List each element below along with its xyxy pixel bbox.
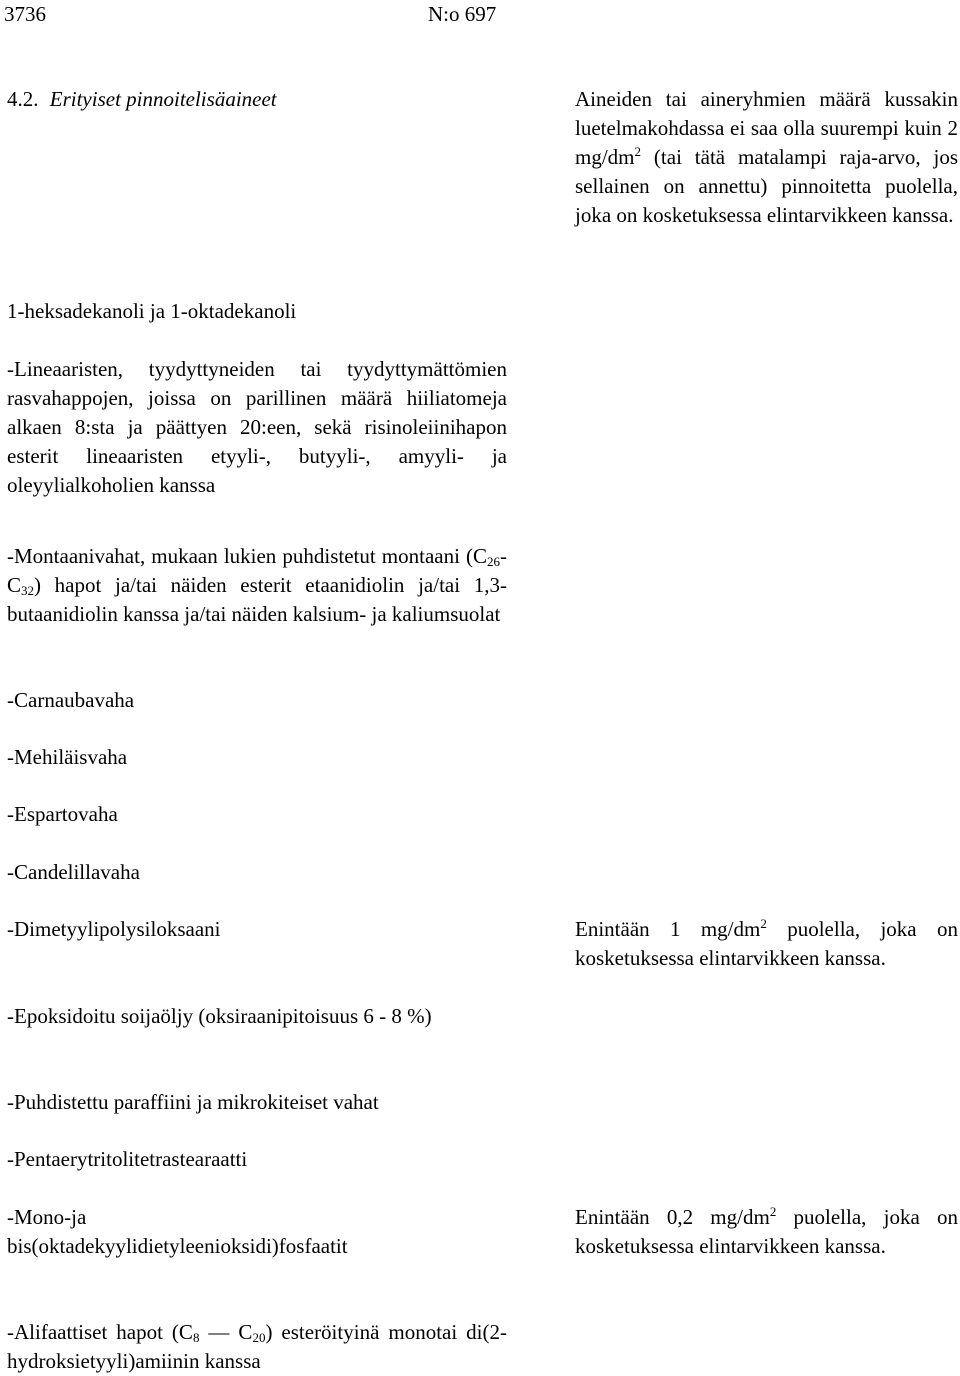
item-espartovaha: -Espartovaha — [7, 802, 118, 826]
section-heading — [7, 85, 277, 114]
section-title: Erityiset pinnoitelisäaineet — [49, 87, 277, 111]
item-pentaerytritolitetrastearaatti: -Pentaerytritolitetrastearaatti — [7, 1147, 248, 1171]
section-number: 4.2. — [7, 87, 39, 111]
item-epoksidoitu-soijaoljy: -Epoksidoitu soijaöljy (oksiraanipitoisuus 6 - 8 %) — [7, 1004, 432, 1028]
item-dimetyylipolysiloksaani: -Dimetyylipolysiloksaani — [7, 917, 221, 941]
item-mehilaisvaha: -Mehiläisvaha — [7, 745, 128, 769]
item-carnaubavaha: -Carnaubavaha — [7, 688, 135, 712]
item-montaanivahat: -Montaanivahat, mukaan lukien puhdistetut montaani $(C_{26}-C_{32})$ hapot ja/tai näiden esterit etaanidiolin ja/tai 1,3-butaanidiolin kanssa ja/tai näiden kalsium- ja kaliumsuolat — [7, 544, 507, 626]
section-note: Aineiden tai aineryhmien määrä kussakin luetelmakohdassa ei saa olla suurempi kuin 2 $mg/dm^2$ (tai tätä matalampi raja-arvo, jos sellainen on annettu) pinnoitetta puolella, joka on kosketuksessa elintarvikkeen kanssa. — [575, 87, 958, 227]
item-esterit: -Lineaaristen, tyydyttyneiden tai tyydyttymättömien rasvahappojen, joissa on parillinen määrä hiiliatomeja alkaen 8:sta ja päättyen 20:een, sekä risinoleiinihapon esterit lineaaristen etyyli-, butyyli-, amyyli- ja oleyylialkoholien kanssa — [7, 357, 507, 497]
item-alifaattiset-hapot: -Alifaattiset hapot ($C_8$ — $C_{20}$) esteröityinä monotai di(2-hydroksietyyli)amiinin kanssa — [7, 1320, 508, 1373]
limit-dimetyylipolysiloksaani: Enintään 1 $mg/dm^2$ puolella, joka on kosketuksessa elintarvikkeen kanssa. — [575, 916, 958, 970]
issue-number: N:o 697 — [428, 2, 497, 26]
item-fosfaatit: -Mono-ja bis(oktadekyylidietyleenioksidi)fosfaatit — [7, 1205, 348, 1258]
item-candelillavaha: -Candelillavaha — [7, 860, 140, 884]
item-heksadekanoli: 1-heksadekanoli ja 1-oktadekanoli — [7, 299, 297, 323]
page-number: 3736 — [4, 2, 46, 26]
limit-fosfaatit: Enintään 0,2 $mg/dm^2$ puolella, joka on kosketuksessa elintarvikkeen kanssa. — [575, 1204, 958, 1258]
item-puhdistettu-paraffiini: -Puhdistettu paraffiini ja mikrokiteiset vahat — [7, 1090, 379, 1114]
